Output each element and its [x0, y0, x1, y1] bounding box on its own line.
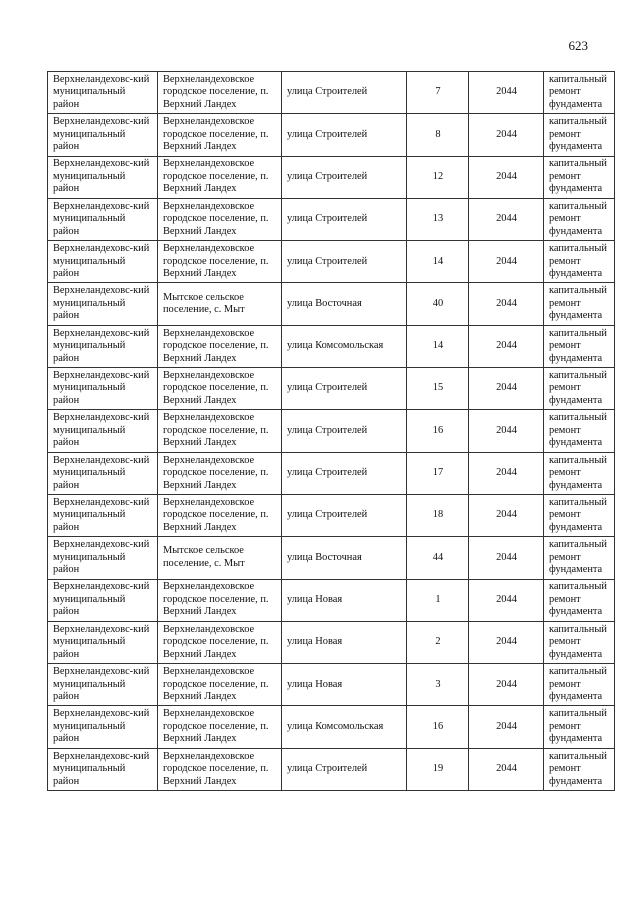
district-cell-text: Верхнеландеховс-кий муниципальный район: [53, 116, 150, 153]
year-cell-text: 2044: [496, 128, 517, 140]
settlement-cell-text: Верхнеландеховское городское поселение, п. Верхний Ландех: [163, 581, 269, 618]
district-cell: [48, 368, 158, 410]
work-type-cell-text: капитальный ремонт фундамента: [549, 539, 607, 576]
year-cell-text: 2044: [496, 170, 517, 182]
settlement-cell: [158, 283, 282, 325]
street-cell-text: улица Строителей: [287, 424, 368, 436]
year-cell: [469, 452, 544, 494]
district-cell: [48, 198, 158, 240]
year-cell-text: 2044: [496, 255, 517, 267]
district-cell-text: Верхнеландеховс-кий муниципальный район: [53, 708, 150, 745]
settlement-cell-text: Верхнеландеховское городское поселение, п. Верхний Ландех: [163, 200, 269, 237]
district-cell-text: Верхнеландеховс-кий муниципальный район: [53, 327, 150, 364]
work-type-cell-text: капитальный ремонт фундамента: [549, 454, 607, 491]
work-type-cell: [544, 748, 615, 790]
district-cell-text: Верхнеландеховс-кий муниципальный район: [53, 496, 150, 533]
settlement-cell: [158, 114, 282, 156]
year-cell: [469, 494, 544, 536]
settlement-cell-text: Мытское сельское поселение, с. Мыт: [163, 545, 245, 569]
work-type-cell-text: капитальный ремонт фундамента: [549, 666, 607, 703]
year-cell: [469, 664, 544, 706]
street-cell-text: улица Строителей: [287, 255, 368, 267]
work-type-cell: [544, 621, 615, 663]
settlement-cell-text: Верхнеландеховское городское поселение, п. Верхний Ландех: [163, 73, 269, 110]
district-cell: [48, 410, 158, 452]
house-number-cell: [407, 537, 469, 579]
district-cell: [48, 156, 158, 198]
house-number-cell-text: 40: [432, 297, 444, 309]
street-cell-text: улица Новая: [287, 636, 343, 648]
year-cell-text: 2044: [496, 424, 517, 436]
work-type-cell-text: капитальный ремонт фундамента: [549, 327, 607, 364]
district-cell-text: Верхнеландеховс-кий муниципальный район: [53, 539, 150, 576]
district-cell: [48, 621, 158, 663]
district-cell-text: Верхнеландеховс-кий муниципальный район: [53, 243, 150, 280]
street-cell-text: улица Комсомольская: [287, 720, 384, 732]
street-cell: [282, 283, 407, 325]
house-number-cell-text: 14: [432, 255, 444, 267]
year-cell-text: 2044: [496, 678, 517, 690]
house-number-cell: [407, 114, 469, 156]
house-number-cell: [407, 664, 469, 706]
table-row: [48, 156, 615, 198]
year-cell: [469, 283, 544, 325]
table-row: [48, 283, 615, 325]
year-cell-text: 2044: [496, 636, 517, 648]
street-cell-text: улица Восточная: [287, 297, 362, 309]
year-cell-text: 2044: [496, 763, 517, 775]
work-type-cell: [544, 579, 615, 621]
settlement-cell-text: Верхнеландеховское городское поселение, п. Верхний Ландех: [163, 243, 269, 280]
house-number-cell: [407, 621, 469, 663]
table-row: [48, 621, 615, 663]
house-number-cell-text: 16: [432, 424, 444, 436]
table-row: [48, 494, 615, 536]
settlement-cell: [158, 452, 282, 494]
house-number-cell: [407, 748, 469, 790]
street-cell-text: улица Строителей: [287, 509, 368, 521]
year-cell-text: 2044: [496, 593, 517, 605]
district-cell-text: Верхнеландеховс-кий муниципальный район: [53, 412, 150, 449]
street-cell-text: улица Восточная: [287, 551, 362, 563]
work-type-cell: [544, 241, 615, 283]
year-cell: [469, 198, 544, 240]
year-cell: [469, 241, 544, 283]
settlement-cell-text: Верхнеландеховское городское поселение, п. Верхний Ландех: [163, 412, 269, 449]
year-cell: [469, 748, 544, 790]
house-number-cell-text: 17: [432, 467, 444, 479]
work-type-cell: [544, 368, 615, 410]
work-type-cell-text: капитальный ремонт фундамента: [549, 369, 607, 406]
street-cell-text: улица Новая: [287, 593, 343, 605]
house-number-cell-text: 14: [432, 340, 444, 352]
district-cell-text: Верхнеландеховс-кий муниципальный район: [53, 623, 150, 660]
work-type-cell-text: капитальный ремонт фундамента: [549, 285, 607, 322]
street-cell: [282, 72, 407, 114]
district-cell-text: Верхнеландеховс-кий муниципальный район: [53, 750, 150, 787]
house-number-cell: [407, 156, 469, 198]
street-cell-text: улица Строителей: [287, 86, 368, 98]
house-number-cell: [407, 72, 469, 114]
house-number-cell-text: 15: [432, 382, 444, 394]
street-cell: [282, 241, 407, 283]
settlement-cell-text: Верхнеландеховское городское поселение, п. Верхний Ландех: [163, 116, 269, 153]
table-row: [48, 452, 615, 494]
district-cell: [48, 241, 158, 283]
table-row: [48, 410, 615, 452]
settlement-cell: [158, 410, 282, 452]
work-type-cell-text: капитальный ремонт фундамента: [549, 750, 607, 787]
street-cell-text: улица Строителей: [287, 128, 368, 140]
street-cell: [282, 579, 407, 621]
district-cell-text: Верхнеландеховс-кий муниципальный район: [53, 581, 150, 618]
district-cell: [48, 579, 158, 621]
district-cell-text: Верхнеландеховс-кий муниципальный район: [53, 454, 150, 491]
work-type-cell: [544, 198, 615, 240]
house-number-cell: [407, 368, 469, 410]
street-cell-text: улица Комсомольская: [287, 340, 384, 352]
settlement-cell: [158, 537, 282, 579]
work-type-cell: [544, 664, 615, 706]
house-number-cell-text: 12: [432, 170, 444, 182]
settlement-cell-text: Верхнеландеховское городское поселение, п. Верхний Ландех: [163, 750, 269, 787]
year-cell-text: 2044: [496, 467, 517, 479]
work-type-cell-text: капитальный ремонт фундамента: [549, 116, 607, 153]
house-number-cell: [407, 579, 469, 621]
settlement-cell: [158, 706, 282, 748]
work-type-cell-text: капитальный ремонт фундамента: [549, 73, 607, 110]
work-type-cell-text: капитальный ремонт фундамента: [549, 200, 607, 237]
house-number-cell-text: 18: [432, 509, 444, 521]
district-cell: [48, 283, 158, 325]
street-cell: [282, 664, 407, 706]
district-cell: [48, 325, 158, 367]
district-cell: [48, 748, 158, 790]
settlement-cell: [158, 494, 282, 536]
work-type-cell-text: капитальный ремонт фундамента: [549, 412, 607, 449]
table-row: [48, 198, 615, 240]
settlement-cell-text: Верхнеландеховское городское поселение, п. Верхний Ландех: [163, 666, 269, 703]
work-type-cell-text: капитальный ремонт фундамента: [549, 243, 607, 280]
year-cell-text: 2044: [496, 213, 517, 225]
year-cell-text: 2044: [496, 382, 517, 394]
settlement-cell: [158, 156, 282, 198]
street-cell: [282, 537, 407, 579]
table-row: [48, 241, 615, 283]
settlement-cell: [158, 241, 282, 283]
table-row: [48, 325, 615, 367]
settlement-cell-text: Верхнеландеховское городское поселение, п. Верхний Ландех: [163, 454, 269, 491]
street-cell-text: улица Строителей: [287, 382, 368, 394]
district-cell-text: Верхнеландеховс-кий муниципальный район: [53, 666, 150, 703]
street-cell-text: улица Строителей: [287, 467, 368, 479]
house-number-cell-text: 1: [435, 593, 441, 605]
table-row: [48, 368, 615, 410]
year-cell: [469, 410, 544, 452]
street-cell-text: улица Строителей: [287, 763, 368, 775]
street-cell: [282, 156, 407, 198]
work-type-cell-text: капитальный ремонт фундамента: [549, 158, 607, 195]
year-cell-text: 2044: [496, 509, 517, 521]
settlement-cell: [158, 748, 282, 790]
settlement-cell-text: Верхнеландеховское городское поселение, п. Верхний Ландех: [163, 496, 269, 533]
settlement-cell: [158, 664, 282, 706]
settlement-cell-text: Верхнеландеховское городское поселение, п. Верхний Ландех: [163, 623, 269, 660]
street-cell: [282, 325, 407, 367]
work-type-cell: [544, 494, 615, 536]
settlement-cell-text: Верхнеландеховское городское поселение, п. Верхний Ландех: [163, 158, 269, 195]
housing-repair-table: [47, 71, 615, 791]
settlement-cell: [158, 368, 282, 410]
table-row: [48, 664, 615, 706]
district-cell: [48, 494, 158, 536]
work-type-cell: [544, 72, 615, 114]
street-cell: [282, 748, 407, 790]
street-cell: [282, 198, 407, 240]
district-cell-text: Верхнеландеховс-кий муниципальный район: [53, 369, 150, 406]
settlement-cell: [158, 72, 282, 114]
year-cell: [469, 579, 544, 621]
work-type-cell-text: капитальный ремонт фундамента: [549, 581, 607, 618]
house-number-cell: [407, 706, 469, 748]
house-number-cell: [407, 494, 469, 536]
district-cell-text: Верхнеландеховс-кий муниципальный район: [53, 158, 150, 195]
district-cell-text: Верхнеландеховс-кий муниципальный район: [53, 200, 150, 237]
year-cell: [469, 537, 544, 579]
work-type-cell: [544, 706, 615, 748]
year-cell: [469, 325, 544, 367]
year-cell-text: 2044: [496, 340, 517, 352]
table-row: [48, 537, 615, 579]
year-cell: [469, 706, 544, 748]
work-type-cell: [544, 325, 615, 367]
house-number-cell-text: 44: [432, 551, 444, 563]
table-row: [48, 114, 615, 156]
work-type-cell-text: капитальный ремонт фундамента: [549, 623, 607, 660]
settlement-cell: [158, 198, 282, 240]
house-number-cell-text: 13: [432, 213, 444, 225]
table-row: [48, 706, 615, 748]
year-cell: [469, 156, 544, 198]
table-row: [48, 748, 615, 790]
year-cell: [469, 368, 544, 410]
settlement-cell-text: Верхнеландеховское городское поселение, п. Верхний Ландех: [163, 708, 269, 745]
district-cell: [48, 706, 158, 748]
street-cell-text: улица Строителей: [287, 213, 368, 225]
house-number-cell-text: 8: [435, 128, 441, 140]
house-number-cell-text: 3: [435, 678, 441, 690]
house-number-cell: [407, 198, 469, 240]
settlement-cell-text: Мытское сельское поселение, с. Мыт: [163, 291, 245, 316]
house-number-cell: [407, 452, 469, 494]
district-cell: [48, 537, 158, 579]
district-cell: [48, 452, 158, 494]
year-cell-text: 2044: [496, 551, 517, 563]
settlement-cell: [158, 325, 282, 367]
work-type-cell: [544, 452, 615, 494]
house-number-cell: [407, 325, 469, 367]
work-type-cell: [544, 410, 615, 452]
district-cell: [48, 72, 158, 114]
district-cell-text: Верхнеландеховс-кий муниципальный район: [53, 73, 150, 110]
work-type-cell: [544, 114, 615, 156]
year-cell: [469, 72, 544, 114]
house-number-cell-text: 2: [435, 636, 441, 648]
settlement-cell: [158, 621, 282, 663]
work-type-cell-text: капитальный ремонт фундамента: [549, 496, 607, 533]
house-number-cell-text: 7: [435, 86, 441, 98]
work-type-cell: [544, 537, 615, 579]
district-cell: [48, 664, 158, 706]
table-row: [48, 72, 615, 114]
house-number-cell: [407, 241, 469, 283]
year-cell-text: 2044: [496, 720, 517, 732]
street-cell: [282, 114, 407, 156]
house-number-cell: [407, 410, 469, 452]
street-cell: [282, 706, 407, 748]
house-number-cell: [407, 283, 469, 325]
street-cell: [282, 410, 407, 452]
district-cell-text: Верхнеландеховс-кий муниципальный район: [53, 285, 150, 322]
work-type-cell: [544, 156, 615, 198]
table-body: [48, 72, 615, 791]
year-cell-text: 2044: [496, 86, 517, 98]
street-cell: [282, 368, 407, 410]
table-row: [48, 579, 615, 621]
street-cell: [282, 621, 407, 663]
street-cell: [282, 452, 407, 494]
work-type-cell-text: капитальный ремонт фундамента: [549, 708, 607, 745]
settlement-cell-text: Верхнеландеховское городское поселение, п. Верхний Ландех: [163, 369, 269, 406]
page-number: 623: [568, 38, 588, 53]
year-cell: [469, 114, 544, 156]
street-cell: [282, 494, 407, 536]
year-cell-text: 2044: [496, 297, 517, 309]
settlement-cell-text: Верхнеландеховское городское поселение, п. Верхний Ландех: [163, 327, 269, 364]
house-number-cell-text: 19: [432, 763, 444, 775]
street-cell-text: улица Строителей: [287, 170, 368, 182]
work-type-cell: [544, 283, 615, 325]
year-cell: [469, 621, 544, 663]
house-number-cell-text: 16: [432, 720, 444, 732]
settlement-cell: [158, 579, 282, 621]
street-cell-text: улица Новая: [287, 678, 343, 690]
district-cell: [48, 114, 158, 156]
